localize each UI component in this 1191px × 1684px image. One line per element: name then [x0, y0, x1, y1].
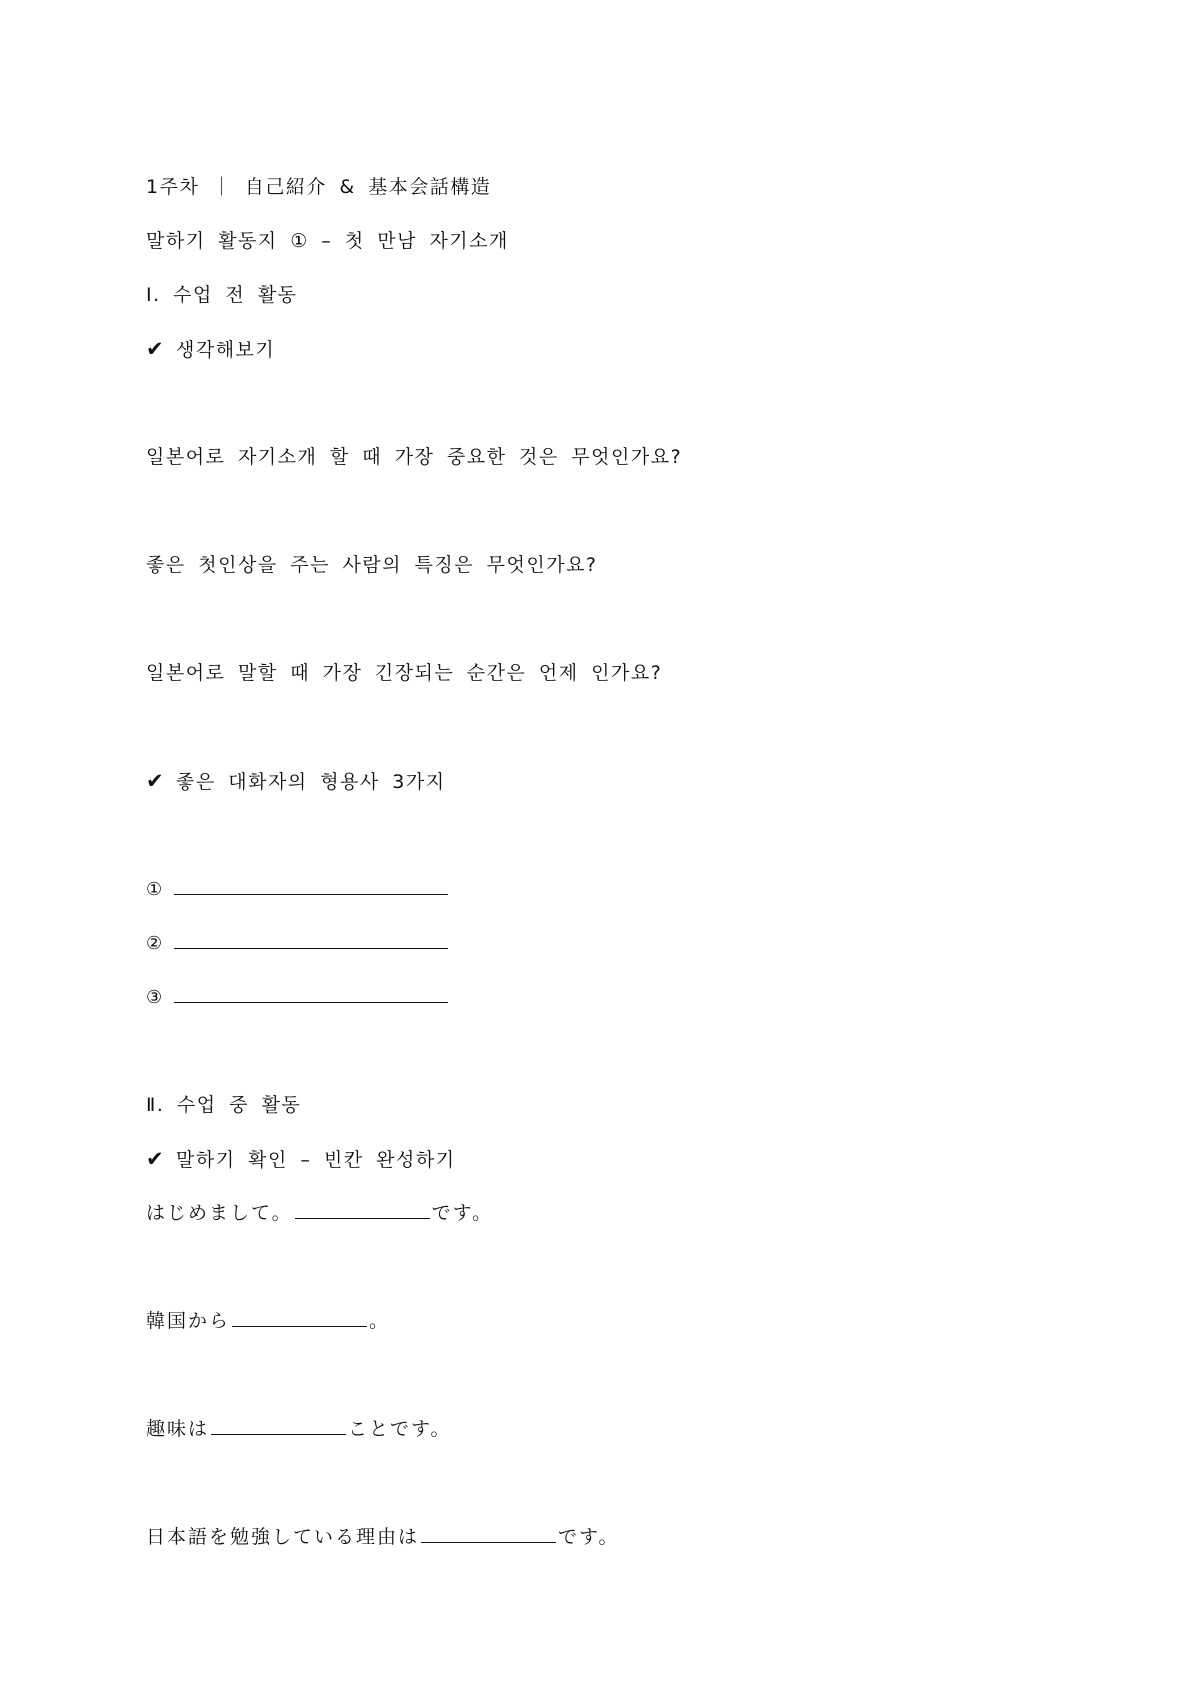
answer-line-1 — [146, 876, 448, 903]
answer-number: ② — [146, 933, 164, 954]
fill-sentence-1 — [146, 1200, 493, 1226]
question-1: 일본어로 자기소개 할 때 가장 중요한 것은 무엇인가요? — [146, 446, 683, 468]
think-label: 생각해보기 — [176, 339, 276, 361]
week-title: 1주차 ｜ 自己紹介 & 基本会話構造 — [146, 176, 492, 198]
adjectives-label: 좋은 대화자의 형용사 3가지 — [176, 771, 446, 793]
answer-blank[interactable] — [174, 876, 448, 895]
fill-sentence-2 — [146, 1308, 390, 1334]
sentence-prefix: 趣味は — [146, 1418, 210, 1440]
fill-sentence-3 — [146, 1416, 452, 1442]
speaking-check-subheading — [146, 1146, 456, 1173]
speaking-check-label: 말하기 확인 – 빈칸 완성하기 — [176, 1149, 456, 1171]
sentence-blank[interactable] — [232, 1308, 367, 1327]
sentence-blank[interactable] — [421, 1524, 556, 1543]
answer-blank[interactable] — [174, 984, 448, 1003]
answer-line-2 — [146, 930, 448, 957]
think-subheading — [146, 336, 275, 363]
question-2: 좋은 첫인상을 주는 사람의 특징은 무엇인가요? — [146, 554, 598, 576]
sentence-prefix: はじめまして。 — [146, 1202, 293, 1224]
checkmark-icon: ✔ — [146, 337, 166, 361]
section-1-heading: Ⅰ. 수업 전 활동 — [146, 284, 298, 306]
section-2-heading: Ⅱ. 수업 중 활동 — [146, 1094, 302, 1116]
answer-number: ③ — [146, 987, 164, 1008]
adjectives-subheading — [146, 768, 446, 795]
sentence-blank[interactable] — [211, 1416, 346, 1435]
worksheet-title: 말하기 활동지 ① – 첫 만남 자기소개 — [146, 230, 509, 252]
answer-blank[interactable] — [174, 930, 448, 949]
sentence-suffix: です。 — [558, 1526, 620, 1548]
sentence-suffix: 。 — [369, 1310, 391, 1332]
sentence-prefix: 日本語を勉強している理由は — [146, 1526, 420, 1548]
checkmark-icon: ✔ — [146, 769, 166, 793]
fill-sentence-4 — [146, 1524, 620, 1550]
sentence-prefix: 韓国から — [146, 1310, 231, 1332]
checkmark-icon: ✔ — [146, 1147, 166, 1171]
sentence-suffix: ことです。 — [348, 1418, 452, 1440]
answer-line-3 — [146, 984, 448, 1011]
answer-number: ① — [146, 879, 164, 900]
sentence-suffix: です。 — [431, 1202, 494, 1224]
question-3: 일본어로 말할 때 가장 긴장되는 순간은 언제 인가요? — [146, 662, 663, 684]
sentence-blank[interactable] — [295, 1200, 430, 1219]
